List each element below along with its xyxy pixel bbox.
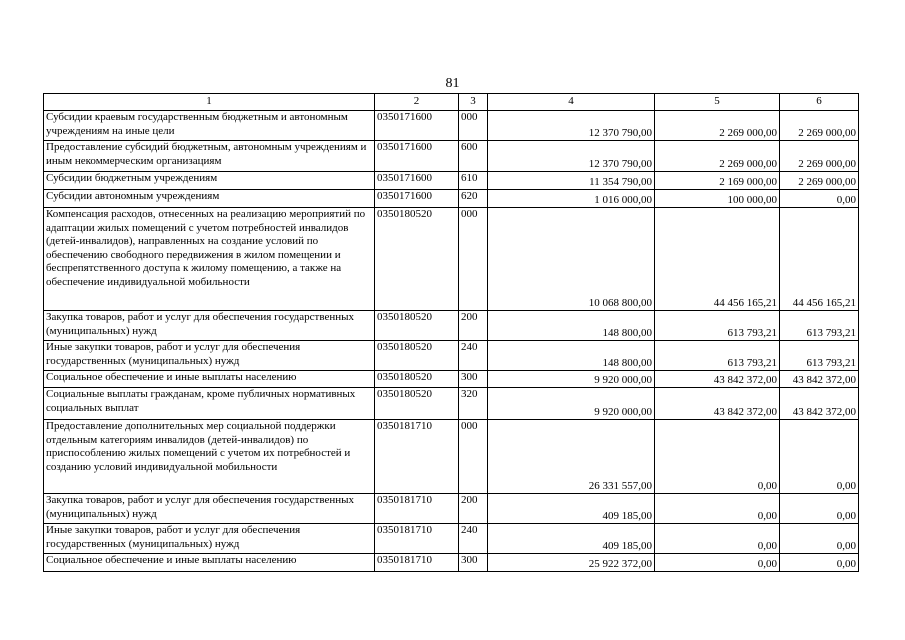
table-row bbox=[44, 190, 859, 208]
table-row bbox=[44, 524, 859, 554]
row-name: Социальное обеспечение и иные выплаты населению bbox=[44, 554, 375, 572]
row-name: Субсидии бюджетным учреждениям bbox=[44, 172, 375, 190]
amount-col5: 43 842 372,00 bbox=[655, 371, 780, 388]
target-article-code: 0350171600 bbox=[375, 190, 459, 208]
amount-col5: 0,00 bbox=[655, 494, 780, 524]
amount-col6: 613 793,21 bbox=[780, 341, 859, 371]
amount-col4: 409 185,00 bbox=[488, 494, 655, 524]
row-name: Социальные выплаты гражданам, кроме публичных нормативных социальных выплат bbox=[44, 388, 375, 420]
amount-col5: 44 456 165,21 bbox=[655, 208, 780, 311]
expense-type-code: 200 bbox=[459, 494, 488, 524]
table-row bbox=[44, 311, 859, 341]
amount-col6: 44 456 165,21 bbox=[780, 208, 859, 311]
row-name: Иные закупки товаров, работ и услуг для обеспечения государственных (муниципальных) нужд bbox=[44, 524, 375, 554]
target-article-code: 0350180520 bbox=[375, 341, 459, 371]
amount-col5: 0,00 bbox=[655, 524, 780, 554]
target-article-code: 0350181710 bbox=[375, 524, 459, 554]
expense-type-code: 240 bbox=[459, 524, 488, 554]
target-article-code: 0350180520 bbox=[375, 311, 459, 341]
row-name: Субсидии автономным учреждениям bbox=[44, 190, 375, 208]
budget-table bbox=[43, 93, 859, 572]
amount-col4: 9 920 000,00 bbox=[488, 371, 655, 388]
table-row bbox=[44, 141, 859, 172]
amount-col5: 2 169 000,00 bbox=[655, 172, 780, 190]
amount-col4: 409 185,00 bbox=[488, 524, 655, 554]
amount-col5: 2 269 000,00 bbox=[655, 141, 780, 172]
table-row bbox=[44, 341, 859, 371]
amount-col6: 0,00 bbox=[780, 554, 859, 572]
amount-col6: 2 269 000,00 bbox=[780, 111, 859, 141]
amount-col5: 0,00 bbox=[655, 420, 780, 494]
target-article-code: 0350171600 bbox=[375, 172, 459, 190]
amount-col6: 613 793,21 bbox=[780, 311, 859, 341]
amount-col4: 10 068 800,00 bbox=[488, 208, 655, 311]
row-name: Социальное обеспечение и иные выплаты населению bbox=[44, 371, 375, 388]
target-article-code: 0350180520 bbox=[375, 371, 459, 388]
expense-type-code: 610 bbox=[459, 172, 488, 190]
amount-col6: 2 269 000,00 bbox=[780, 172, 859, 190]
page-number: 81 bbox=[445, 76, 460, 91]
amount-col4: 1 016 000,00 bbox=[488, 190, 655, 208]
amount-col4: 148 800,00 bbox=[488, 341, 655, 371]
amount-col5: 43 842 372,00 bbox=[655, 388, 780, 420]
expense-type-code: 240 bbox=[459, 341, 488, 371]
expense-type-code: 620 bbox=[459, 190, 488, 208]
table-row bbox=[44, 554, 859, 572]
expense-type-code: 300 bbox=[459, 554, 488, 572]
amount-col4: 12 370 790,00 bbox=[488, 141, 655, 172]
header-cell: 6 bbox=[780, 94, 859, 111]
row-name: Иные закупки товаров, работ и услуг для обеспечения государственных (муниципальных) нужд bbox=[44, 341, 375, 371]
amount-col6: 0,00 bbox=[780, 190, 859, 208]
expense-type-code: 000 bbox=[459, 111, 488, 141]
expense-type-code: 600 bbox=[459, 141, 488, 172]
header-cell: 5 bbox=[655, 94, 780, 111]
amount-col5: 613 793,21 bbox=[655, 341, 780, 371]
amount-col6: 2 269 000,00 bbox=[780, 141, 859, 172]
amount-col5: 2 269 000,00 bbox=[655, 111, 780, 141]
amount-col6: 0,00 bbox=[780, 420, 859, 494]
row-name: Закупка товаров, работ и услуг для обеспечения государственных (муниципальных) нужд bbox=[44, 311, 375, 341]
target-article-code: 0350181710 bbox=[375, 494, 459, 524]
target-article-code: 0350181710 bbox=[375, 420, 459, 494]
header-row bbox=[44, 94, 859, 111]
row-name: Закупка товаров, работ и услуг для обеспечения государственных (муниципальных) нужд bbox=[44, 494, 375, 524]
expense-type-code: 000 bbox=[459, 420, 488, 494]
target-article-code: 0350171600 bbox=[375, 111, 459, 141]
target-article-code: 0350171600 bbox=[375, 141, 459, 172]
row-name: Предоставление дополнительных мер социальной поддержки отдельным категориям инвалидов (детей-инвалидов) по приспособлению жилых помещений с учетом их потребностей и созданию условий индивидуальной мобильности bbox=[44, 420, 375, 494]
row-name: Субсидии краевым государственным бюджетным и автономным учреждениям на иные цели bbox=[44, 111, 375, 141]
amount-col4: 11 354 790,00 bbox=[488, 172, 655, 190]
amount-col4: 26 331 557,00 bbox=[488, 420, 655, 494]
expense-type-code: 300 bbox=[459, 371, 488, 388]
row-name: Предоставление субсидий бюджетным, автономным учреждениям и иным некоммерческим организациям bbox=[44, 141, 375, 172]
amount-col4: 9 920 000,00 bbox=[488, 388, 655, 420]
header-cell: 1 bbox=[44, 94, 375, 111]
expense-type-code: 200 bbox=[459, 311, 488, 341]
table-row bbox=[44, 420, 859, 494]
table-row bbox=[44, 172, 859, 190]
header-cell: 2 bbox=[375, 94, 459, 111]
header-cell: 4 bbox=[488, 94, 655, 111]
table-row bbox=[44, 371, 859, 388]
amount-col4: 25 922 372,00 bbox=[488, 554, 655, 572]
amount-col5: 0,00 bbox=[655, 554, 780, 572]
table-row bbox=[44, 111, 859, 141]
amount-col6: 43 842 372,00 bbox=[780, 371, 859, 388]
table-row bbox=[44, 208, 859, 311]
target-article-code: 0350180520 bbox=[375, 388, 459, 420]
table-row bbox=[44, 388, 859, 420]
target-article-code: 0350181710 bbox=[375, 554, 459, 572]
amount-col4: 12 370 790,00 bbox=[488, 111, 655, 141]
target-article-code: 0350180520 bbox=[375, 208, 459, 311]
amount-col5: 100 000,00 bbox=[655, 190, 780, 208]
expense-type-code: 320 bbox=[459, 388, 488, 420]
table-row bbox=[44, 494, 859, 524]
amount-col6: 0,00 bbox=[780, 524, 859, 554]
expense-type-code: 000 bbox=[459, 208, 488, 311]
header-cell: 3 bbox=[459, 94, 488, 111]
row-name: Компенсация расходов, отнесенных на реализацию мероприятий по адаптации жилых помещений с учетом потребностей инвалидов (детей-инвалидов), направленных на создание условий по обеспечению свободного передвижения в жилом помещении и беспрепятственного доступа к жилому помещению, а также на обеспечение индивидуальной мобильности bbox=[44, 208, 375, 311]
amount-col4: 148 800,00 bbox=[488, 311, 655, 341]
amount-col6: 0,00 bbox=[780, 494, 859, 524]
amount-col5: 613 793,21 bbox=[655, 311, 780, 341]
amount-col6: 43 842 372,00 bbox=[780, 388, 859, 420]
